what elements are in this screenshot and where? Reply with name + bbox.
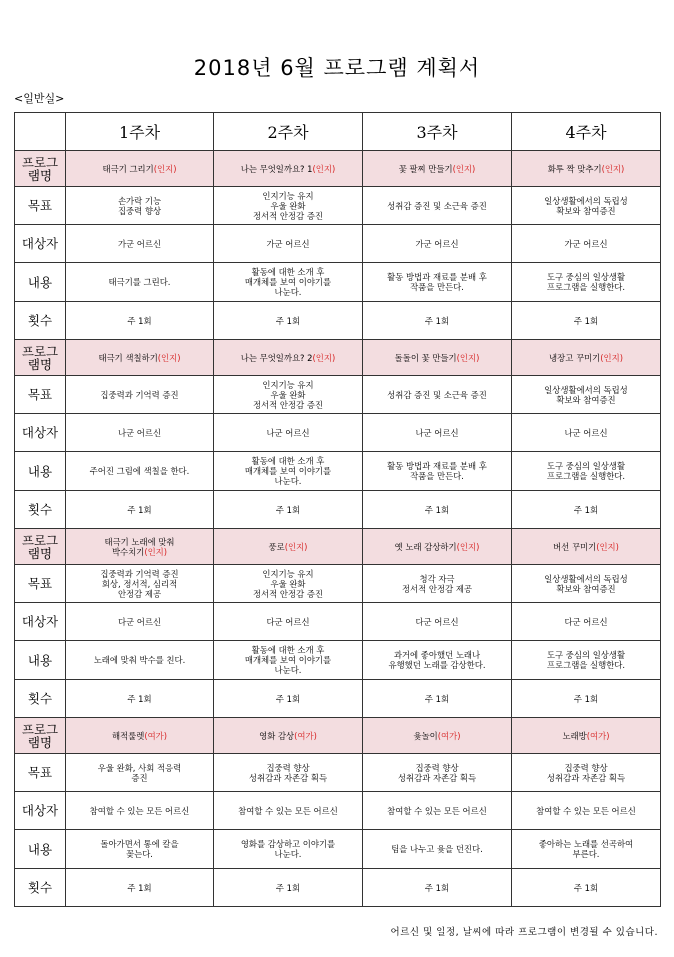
goal-row	[15, 187, 661, 225]
target-cell: 참여할 수 있는 모든 어르신	[66, 792, 214, 830]
program-category: (인지)	[600, 352, 623, 363]
frequency-label: 횟수	[15, 680, 66, 718]
frequency-cell: 주 1회	[512, 302, 661, 340]
frequency-cell: 주 1회	[363, 680, 512, 718]
content-cell: 팀을 나누고 윷을 던진다.	[363, 830, 512, 869]
target-label: 대상자	[15, 792, 66, 830]
goal-cell: 인지기능 유지 우울 완화 정서적 안정감 증진	[214, 187, 363, 225]
program-name-cell	[363, 529, 512, 565]
program-category: (여가)	[144, 730, 168, 741]
program-name: 노래방	[562, 730, 587, 741]
program-name-cell	[66, 340, 214, 376]
goal-label: 목표	[15, 187, 66, 225]
content-label: 내용	[15, 830, 66, 869]
target-cell: 참여할 수 있는 모든 어르신	[363, 792, 512, 830]
week-header-4: 4주차	[512, 113, 661, 151]
program-category: (인지)	[153, 163, 177, 174]
content-cell: 활동 방법과 재료를 분배 후 작품을 만든다.	[363, 263, 512, 302]
program-row	[15, 151, 661, 187]
goal-cell: 인지기능 유지 우울 완화 정서적 안정감 증진	[214, 565, 363, 603]
target-row	[15, 603, 661, 641]
room-label: <일반실>	[14, 92, 65, 105]
program-name: 풍로	[268, 541, 285, 552]
program-name-cell	[512, 340, 661, 376]
frequency-cell: 주 1회	[66, 869, 214, 907]
target-row	[15, 414, 661, 452]
week-header-row	[15, 113, 661, 151]
goal-row	[15, 376, 661, 414]
frequency-cell: 주 1회	[363, 302, 512, 340]
target-cell: 다군 어르신	[512, 603, 661, 641]
goal-row	[15, 565, 661, 603]
content-label: 내용	[15, 452, 66, 491]
frequency-row	[15, 869, 661, 907]
target-cell: 가군 어르신	[214, 225, 363, 263]
content-label: 내용	[15, 641, 66, 680]
goal-cell: 일상생활에서의 독립성 확보와 참여증진	[512, 565, 661, 603]
target-cell: 다군 어르신	[214, 603, 363, 641]
program-label: 프로그 램명	[15, 151, 66, 187]
program-name: 화투 짝 맞추기	[547, 163, 602, 174]
frequency-label: 횟수	[15, 302, 66, 340]
frequency-cell: 주 1회	[214, 302, 363, 340]
program-name: 버선 꾸미기	[553, 541, 597, 552]
program-name-cell	[512, 718, 661, 754]
program-name: 윷놀이	[413, 730, 438, 741]
target-cell: 다군 어르신	[66, 603, 214, 641]
goal-cell: 일상생활에서의 독립성 확보와 참여증진	[512, 376, 661, 414]
program-category: (인지)	[596, 541, 619, 552]
target-cell: 가군 어르신	[363, 225, 512, 263]
program-label: 프로그 램명	[15, 718, 66, 754]
target-cell: 나군 어르신	[214, 414, 363, 452]
target-cell: 가군 어르신	[66, 225, 214, 263]
content-label: 내용	[15, 263, 66, 302]
program-category: (여가)	[437, 730, 461, 741]
goal-label: 목표	[15, 376, 66, 414]
content-cell: 활동 방법과 재료를 분배 후 작품을 만든다.	[363, 452, 512, 491]
frequency-cell: 주 1회	[512, 680, 661, 718]
frequency-cell: 주 1회	[66, 491, 214, 529]
program-category: (인지)	[312, 352, 336, 363]
program-name-cell	[66, 718, 214, 754]
frequency-cell: 주 1회	[512, 869, 661, 907]
goal-cell: 청각 자극 정서적 안정감 제공	[363, 565, 512, 603]
program-name: 태극기 노래에 맞춰 박수치기	[104, 536, 175, 557]
program-name: 태극기 그리기	[102, 163, 154, 174]
program-name-cell	[214, 718, 363, 754]
content-cell: 노래에 맞춰 박수를 친다.	[66, 641, 214, 680]
program-category: (인지)	[144, 546, 168, 557]
frequency-cell: 주 1회	[214, 491, 363, 529]
program-category: (인지)	[157, 352, 181, 363]
target-cell: 다군 어르신	[363, 603, 512, 641]
plan-body	[15, 151, 661, 907]
page-title: 2018년 6월 프로그램 계획서	[193, 56, 481, 80]
content-row	[15, 830, 661, 869]
frequency-cell: 주 1회	[363, 869, 512, 907]
target-cell: 나군 어르신	[363, 414, 512, 452]
content-cell: 활동에 대한 소개 후 매개체를 보여 이야기를 나눈다.	[214, 263, 363, 302]
target-row	[15, 792, 661, 830]
frequency-cell: 주 1회	[214, 869, 363, 907]
program-name-cell	[512, 529, 661, 565]
program-name: 태극기 색칠하기	[98, 352, 158, 363]
program-name-cell	[214, 340, 363, 376]
target-label: 대상자	[15, 414, 66, 452]
target-cell: 참여할 수 있는 모든 어르신	[512, 792, 661, 830]
frequency-label: 횟수	[15, 491, 66, 529]
goal-cell: 성취감 증진 및 소근육 증진	[363, 376, 512, 414]
program-plan-table	[14, 112, 661, 907]
goal-row	[15, 754, 661, 792]
content-cell: 영화를 감상하고 이야기를 나눈다.	[214, 830, 363, 869]
frequency-label: 횟수	[15, 869, 66, 907]
program-row	[15, 718, 661, 754]
frequency-row	[15, 302, 661, 340]
program-name: 냉장고 꾸미기	[549, 352, 601, 363]
program-name-cell	[214, 529, 363, 565]
goal-cell: 집중력 향상 성취감과 자존감 획득	[214, 754, 363, 792]
content-cell: 좋아하는 노래를 선곡하여 부른다.	[512, 830, 661, 869]
corner-cell	[15, 113, 66, 151]
program-category: (인지)	[312, 163, 336, 174]
target-row	[15, 225, 661, 263]
program-label: 프로그 램명	[15, 529, 66, 565]
content-row	[15, 263, 661, 302]
goal-cell: 집중력과 기억력 증진	[66, 376, 214, 414]
program-category: (인지)	[456, 541, 480, 552]
frequency-cell: 주 1회	[363, 491, 512, 529]
program-name-cell	[363, 718, 512, 754]
program-name: 영화 감상	[259, 730, 295, 741]
program-name-cell	[363, 340, 512, 376]
target-cell: 나군 어르신	[512, 414, 661, 452]
goal-cell: 우울 완화, 사회 적응력 증진	[66, 754, 214, 792]
goal-cell: 일상생활에서의 독립성 확보와 참여증진	[512, 187, 661, 225]
program-name: 돌돌이 꽃 만들기	[394, 352, 457, 363]
footer-note: 어르신 및 일정, 날씨에 따라 프로그램이 변경될 수 있습니다.	[390, 927, 658, 938]
target-label: 대상자	[15, 603, 66, 641]
content-cell: 주어진 그림에 색칠을 한다.	[66, 452, 214, 491]
frequency-cell: 주 1회	[214, 680, 363, 718]
program-row	[15, 340, 661, 376]
goal-cell: 손가락 기능 집중력 향상	[66, 187, 214, 225]
content-cell: 돌아가면서 통에 칼을 꽂는다.	[66, 830, 214, 869]
goal-label: 목표	[15, 565, 66, 603]
content-cell: 활동에 대한 소개 후 매개체를 보여 이야기를 나눈다.	[214, 452, 363, 491]
program-name-cell	[363, 151, 512, 187]
target-cell: 참여할 수 있는 모든 어르신	[214, 792, 363, 830]
week-header-3: 3주차	[363, 113, 512, 151]
content-row	[15, 641, 661, 680]
program-name-cell	[66, 151, 214, 187]
frequency-cell: 주 1회	[512, 491, 661, 529]
program-category: (여가)	[294, 730, 317, 741]
week-header-2: 2주차	[214, 113, 363, 151]
frequency-cell: 주 1회	[66, 680, 214, 718]
content-cell: 도구 중심의 일상생활 프로그램을 실행한다.	[512, 452, 661, 491]
program-name-cell	[66, 529, 214, 565]
goal-label: 목표	[15, 754, 66, 792]
goal-cell: 집중력 향상 성취감과 자존감 획득	[512, 754, 661, 792]
frequency-cell: 주 1회	[66, 302, 214, 340]
content-row	[15, 452, 661, 491]
program-row	[15, 529, 661, 565]
program-name: 나는 무엇일까요? 1	[240, 163, 313, 174]
program-category: (인지)	[452, 163, 476, 174]
program-category: (인지)	[456, 352, 480, 363]
week-header-1: 1주차	[66, 113, 214, 151]
goal-cell: 집중력 향상 성취감과 자존감 획득	[363, 754, 512, 792]
program-name: 옛 노래 감상하기	[394, 541, 457, 552]
program-label: 프로그 램명	[15, 340, 66, 376]
program-name: 꽃 팔찌 만들기	[398, 163, 453, 174]
frequency-row	[15, 680, 661, 718]
program-name: 해적룰렛	[111, 730, 145, 741]
program-category: (인지)	[284, 541, 308, 552]
content-cell: 태극기를 그린다.	[66, 263, 214, 302]
program-name-cell	[214, 151, 363, 187]
program-category: (여가)	[586, 730, 610, 741]
goal-cell: 집중력과 기억력 증진 회상, 정서적, 심리적 안정감 제공	[66, 565, 214, 603]
content-cell: 도구 중심의 일상생활 프로그램을 실행한다.	[512, 641, 661, 680]
target-label: 대상자	[15, 225, 66, 263]
goal-cell: 성취감 증진 및 소근육 증진	[363, 187, 512, 225]
goal-cell: 인지기능 유지 우울 완화 정서적 안정감 증진	[214, 376, 363, 414]
program-name: 나는 무엇일까요? 2	[240, 352, 313, 363]
content-cell: 도구 중심의 일상생활 프로그램을 실행한다.	[512, 263, 661, 302]
content-cell: 활동에 대한 소개 후 매개체를 보여 이야기를 나눈다.	[214, 641, 363, 680]
program-name-cell	[512, 151, 661, 187]
frequency-row	[15, 491, 661, 529]
content-cell: 과거에 좋아했던 노래나 유행했던 노래를 감상한다.	[363, 641, 512, 680]
program-category: (인지)	[601, 163, 625, 174]
target-cell: 나군 어르신	[66, 414, 214, 452]
target-cell: 가군 어르신	[512, 225, 661, 263]
